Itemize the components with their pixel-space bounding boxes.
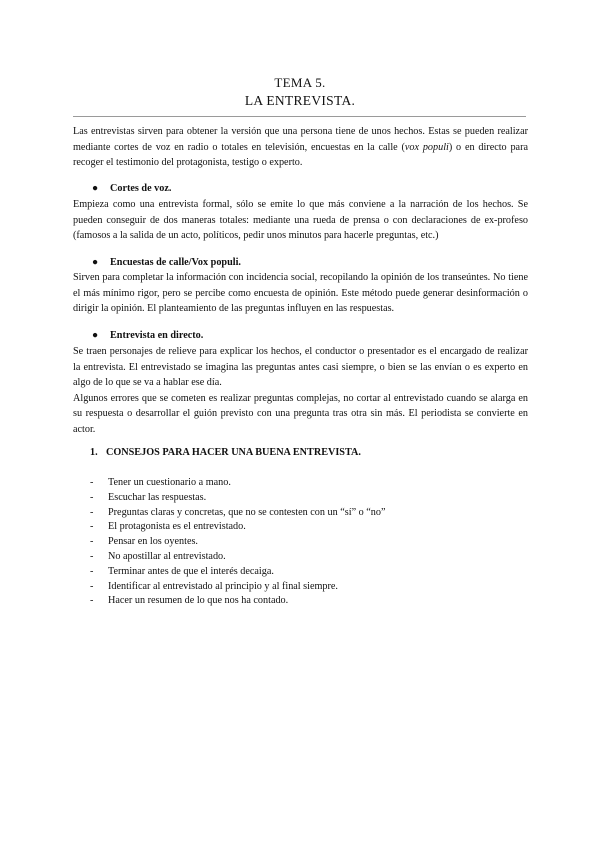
section-paragraph: Se traen personajes de relieve para explicar los hechos, el conductor o presentador es el encargado de realizar la entrevista. El entrevistado se imagina las preguntas antes casi siempre, o bien se las envían o es experto en algo de lo que se va a hablar ese día. <box>73 346 528 388</box>
section-heading-label: Cortes de voz. <box>110 183 172 194</box>
list-item <box>90 520 510 535</box>
section-body-encuestas <box>73 270 528 317</box>
list-item <box>90 491 510 506</box>
section-body-cortes-de-voz <box>73 197 528 244</box>
section-paragraph: Algunos errores que se cometen es realizar preguntas complejas, no cortar al entrevistado cuando se alarga en su respuesta o desarrollar el guión previsto con una pregunta tras otra sin más. El periodista se convierte en actor. <box>73 392 528 435</box>
list-item-text: Pensar en los oyentes. <box>108 536 198 548</box>
intro-text-start: Las entrevistas sirven para obtener la versión que una persona tiene de unos hechos. Estas se pueden realizar mediante cortes de voz en radio o totales en televisión, encuestas en la calle ( <box>73 126 528 153</box>
list-item <box>90 535 510 550</box>
advice-heading-label: CONSEJOS PARA HACER UNA BUENA ENTREVISTA. <box>106 447 361 458</box>
list-item-text: Identificar al entrevistado al principio y al final siempre. <box>108 580 338 592</box>
list-item-text: El protagonista es el entrevistado. <box>108 521 246 533</box>
list-item <box>90 565 510 580</box>
dash-marker: - <box>90 477 94 488</box>
intro-text-end: ) o en directo para recoger el testimonio del protagonista, testigo o experto. <box>73 141 528 168</box>
section-paragraph: Sirven para completar la información con incidencia social, recopilando la opinión de los transeúntes. No tiene el más mínimo rigor, pero se percibe como encuesta de opinión. Este método puede generar desinformación o dirigir la opinión. El planteamiento de las preguntas influyen en las respuestas. <box>73 272 528 314</box>
dash-marker: - <box>90 536 94 548</box>
list-item <box>90 594 510 609</box>
list-item <box>90 580 510 595</box>
dash-marker: - <box>90 595 94 607</box>
advice-list <box>90 476 510 609</box>
list-item-text: Escuchar las respuestas. <box>108 491 207 503</box>
list-item-text: Hacer un resumen de lo que nos ha contado. <box>108 595 289 607</box>
list-item-text: No apostillar al entrevistado. <box>108 550 226 562</box>
topic-number: TEMA 5. <box>274 75 326 90</box>
advice-heading-number: 1. <box>90 447 98 458</box>
intro-paragraph <box>73 124 528 171</box>
list-item <box>90 506 510 521</box>
bullet-icon: ● <box>92 330 99 341</box>
bullet-icon: ● <box>92 183 99 194</box>
list-item-text: Tener un cuestionario a mano. <box>108 477 231 488</box>
dash-marker: - <box>90 580 94 592</box>
list-item-text: Terminar antes de que el interés decaiga. <box>108 565 274 577</box>
bullet-icon: ● <box>92 257 99 268</box>
dash-marker: - <box>90 491 94 503</box>
title-divider <box>73 116 526 117</box>
dash-marker: - <box>90 550 94 562</box>
dash-marker: - <box>90 521 94 533</box>
page-title: LA ENTREVISTA. <box>244 93 356 108</box>
section-paragraph: Empieza como una entrevista formal, sólo se emite lo que más conviene a la narración de los hechos. Se pueden conseguir de dos maneras totales: mediante una rueda de prensa o con declaraciones de ex-profeso (famosos a la salida de un acto, políticos, pedir unos minutos para hacerle preguntas, etc.) <box>73 199 528 241</box>
section-heading-label: Encuestas de calle/Vox populi. <box>110 257 241 268</box>
section-heading-label: Entrevista en directo. <box>110 330 204 341</box>
list-item <box>90 550 510 565</box>
section-body-entrevista-directo <box>73 344 528 437</box>
dash-marker: - <box>90 506 94 518</box>
dash-marker: - <box>90 565 94 577</box>
list-item-text: Preguntas claras y concretas, que no se contesten con un “sí” o “no” <box>108 506 386 518</box>
intro-italic-term: vox populi <box>404 141 449 153</box>
list-item <box>90 476 510 491</box>
advice-heading <box>90 447 361 458</box>
